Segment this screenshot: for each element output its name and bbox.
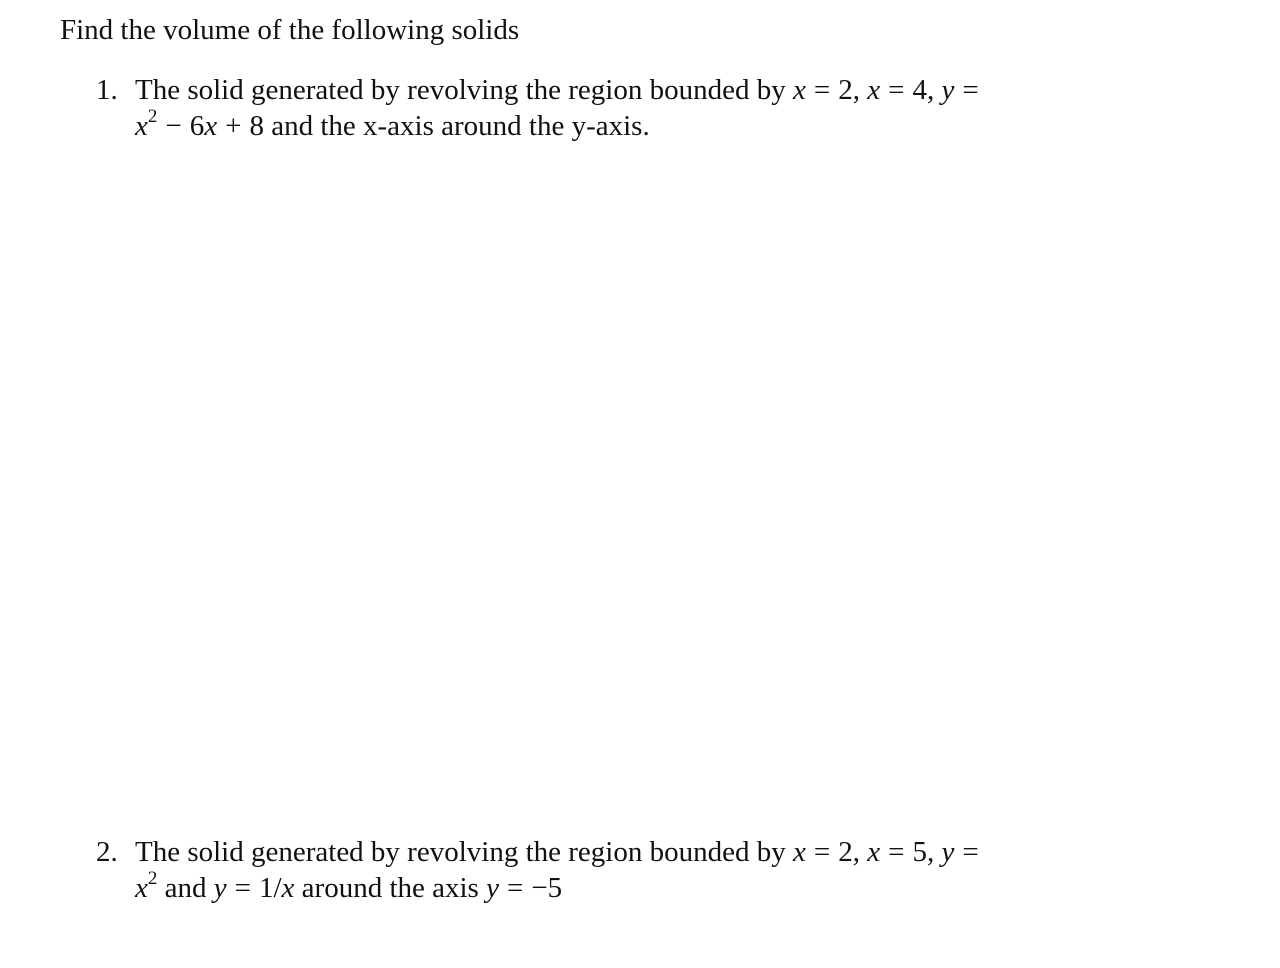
page-heading: Find the volume of the following solids <box>60 14 520 46</box>
problem-text-line-2 <box>135 870 562 906</box>
problem-text: and <box>157 872 214 904</box>
math-var: x <box>135 110 148 142</box>
math-operator: = <box>962 74 979 106</box>
math-exponent: 2 <box>147 106 158 128</box>
math-exponent: 2 <box>147 868 158 890</box>
math-var: y <box>486 872 499 904</box>
problem-text-line-1 <box>135 834 987 870</box>
math-operator: = <box>888 836 905 868</box>
math-var: y <box>941 74 955 106</box>
math-var: x <box>204 110 218 142</box>
math-var: y <box>941 836 955 868</box>
problem-number: 2. <box>96 836 118 868</box>
problem-number: 1. <box>96 74 118 106</box>
math-operator: − <box>165 110 182 142</box>
math-var: x <box>867 74 881 106</box>
math-value: 8 <box>249 110 264 142</box>
math-operator: = <box>506 872 524 904</box>
math-value: 1/ <box>258 872 282 904</box>
math-value: 2, <box>838 74 860 106</box>
problem-text: The solid generated by revolving the region bounded by <box>135 74 793 106</box>
problem-text: The solid generated by revolving the region bounded by <box>135 836 793 868</box>
math-value: 6 <box>189 110 205 142</box>
math-value: 2, <box>838 836 860 868</box>
math-operator: = <box>234 872 251 904</box>
math-operator: = <box>888 74 905 106</box>
math-var: x <box>792 74 806 106</box>
problem-text: and the x-axis around the y-axis. <box>263 110 650 142</box>
math-value: 5, <box>912 836 935 868</box>
problem-text: around the axis <box>294 872 487 904</box>
math-var: x <box>867 836 881 868</box>
math-operator: = <box>813 74 831 106</box>
math-var: x <box>135 872 148 904</box>
math-var: y <box>213 872 227 904</box>
math-operator: = <box>813 836 831 868</box>
math-operator: = <box>962 836 979 868</box>
math-operator: + <box>225 110 242 142</box>
math-value: −5 <box>531 872 563 904</box>
math-var: x <box>792 836 806 868</box>
math-value: 4, <box>912 74 935 106</box>
math-var: x <box>281 872 295 904</box>
problem-text-line-2 <box>135 108 650 144</box>
problem-text-line-1 <box>135 72 987 108</box>
